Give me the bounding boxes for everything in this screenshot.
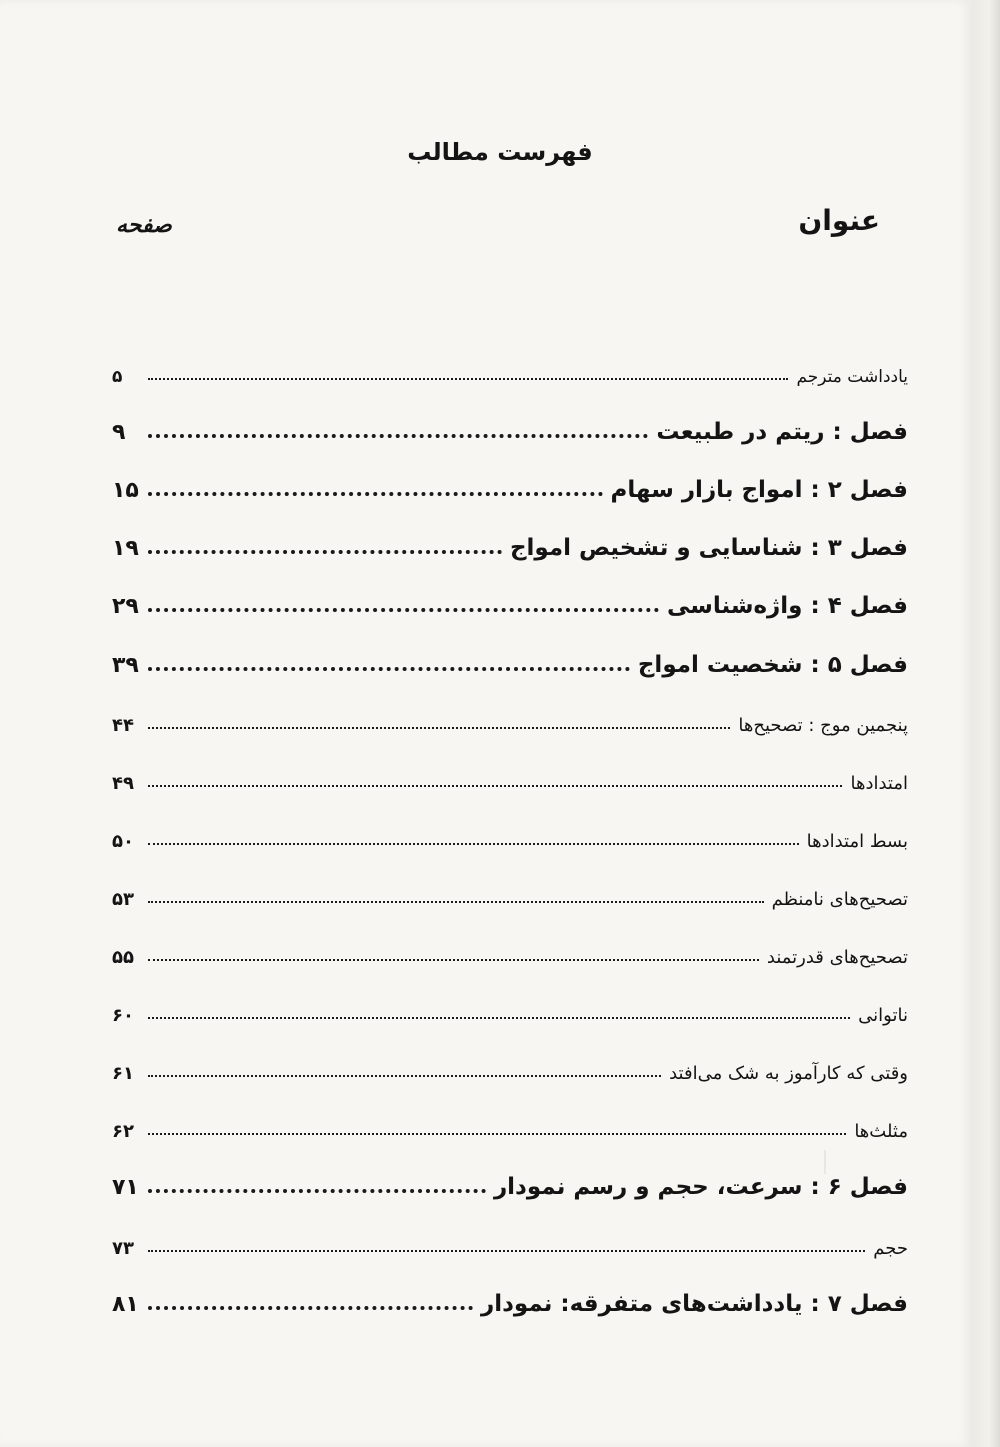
dot-leader bbox=[148, 1306, 473, 1310]
dot-leader bbox=[148, 727, 730, 729]
dot-leader bbox=[148, 378, 788, 380]
toc-entry-title: حجم bbox=[873, 1237, 908, 1259]
toc-page-number: ۴۴ bbox=[112, 714, 134, 736]
toc-chapter-row bbox=[112, 504, 908, 562]
title-column-header: عنوان bbox=[798, 204, 880, 237]
page-edge bbox=[972, 0, 1000, 1447]
toc-chapter-row bbox=[112, 1143, 908, 1201]
page-column-header: صفحه bbox=[116, 212, 172, 238]
toc-entry-title: امتدادها bbox=[850, 772, 908, 794]
table-of-contents bbox=[112, 330, 908, 1318]
toc-page-number: ۲۹ bbox=[112, 594, 139, 620]
toc-entry-title: وقتی که کارآموز به شک می‌افتد bbox=[669, 1063, 908, 1085]
dot-leader bbox=[148, 785, 842, 787]
toc-page-number: ۵۳ bbox=[112, 888, 134, 910]
toc-page-number: ۵۰ bbox=[112, 830, 134, 852]
dot-leader bbox=[148, 843, 799, 845]
toc-section-row bbox=[112, 1085, 908, 1143]
dot-leader bbox=[148, 434, 648, 438]
toc-section-row bbox=[112, 795, 908, 853]
toc-page-number: ۹ bbox=[112, 420, 126, 446]
toc-page-number: ۳۹ bbox=[112, 652, 139, 678]
dot-leader bbox=[148, 1250, 865, 1252]
toc-section-row bbox=[112, 911, 908, 969]
toc-chapter-row bbox=[112, 620, 908, 678]
toc-section-row bbox=[112, 1027, 908, 1085]
dot-leader bbox=[148, 1017, 850, 1019]
toc-entry-title: تصحیح‌های نامنظم bbox=[771, 888, 908, 910]
toc-page-number: ۷۱ bbox=[112, 1175, 139, 1201]
dot-leader bbox=[148, 1133, 846, 1135]
dot-leader bbox=[148, 608, 659, 612]
dot-leader bbox=[148, 667, 630, 671]
dot-leader bbox=[148, 901, 764, 903]
toc-entry-title: تصحیح‌های قدرتمند bbox=[766, 947, 908, 969]
toc-entry-title: فصل ۳ : شناسایی و تشخیص امواج bbox=[509, 535, 908, 562]
toc-page-number: ۶۱ bbox=[112, 1063, 134, 1085]
toc-chapter-row bbox=[112, 446, 908, 504]
dot-leader bbox=[148, 1075, 661, 1077]
toc-page-number: ۶۰ bbox=[112, 1005, 134, 1027]
toc-page-number: ۵ bbox=[112, 367, 123, 388]
toc-section-row bbox=[112, 330, 908, 388]
toc-page-number: ۴۹ bbox=[112, 772, 134, 794]
dot-leader bbox=[148, 959, 759, 961]
toc-page-number: ۷۳ bbox=[112, 1237, 134, 1259]
toc-chapter-row bbox=[112, 388, 908, 446]
toc-entry-title: فصل ۵ : شخصیت امواج bbox=[637, 651, 908, 678]
toc-entry-title: مثلث‌ها bbox=[854, 1121, 908, 1143]
toc-section-row bbox=[112, 969, 908, 1027]
toc-entry-title: فصل ۶ : سرعت، حجم و رسم نمودار bbox=[493, 1174, 908, 1201]
toc-page-number: ۱۹ bbox=[112, 536, 139, 562]
page-title: فهرست مطالب bbox=[407, 138, 593, 166]
toc-entry-title: یادداشت مترجم bbox=[796, 367, 908, 388]
toc-entry-title: پنجمین موج : تصحیح‌ها bbox=[738, 714, 908, 736]
toc-section-row bbox=[112, 1201, 908, 1259]
dot-leader bbox=[148, 550, 502, 554]
dot-leader bbox=[148, 492, 603, 496]
toc-section-row bbox=[112, 853, 908, 911]
toc-chapter-row bbox=[112, 1260, 908, 1318]
toc-entry-title: ناتوانی bbox=[858, 1005, 908, 1027]
toc-entry-title: فصل : ریتم در طبیعت bbox=[656, 419, 908, 446]
toc-entry-title: فصل ۲ : امواج بازار سهام bbox=[610, 477, 908, 504]
toc-section-row bbox=[112, 737, 908, 795]
toc-page-number: ۸۱ bbox=[112, 1291, 139, 1317]
dot-leader bbox=[148, 1189, 486, 1193]
toc-entry-title: فصل ۷ : یادداشت‌های متفرقه: نمودار bbox=[480, 1290, 908, 1317]
toc-section-row bbox=[112, 679, 908, 737]
paper-mark bbox=[824, 1150, 826, 1174]
toc-page-number: ۱۵ bbox=[112, 478, 139, 504]
toc-page-number: ۵۵ bbox=[112, 947, 134, 969]
toc-entry-title: فصل ۴ : واژه‌شناسی bbox=[666, 593, 908, 620]
toc-chapter-row bbox=[112, 562, 908, 620]
toc-page-number: ۶۲ bbox=[112, 1121, 134, 1143]
toc-entry-title: بسط امتدادها bbox=[806, 830, 908, 852]
